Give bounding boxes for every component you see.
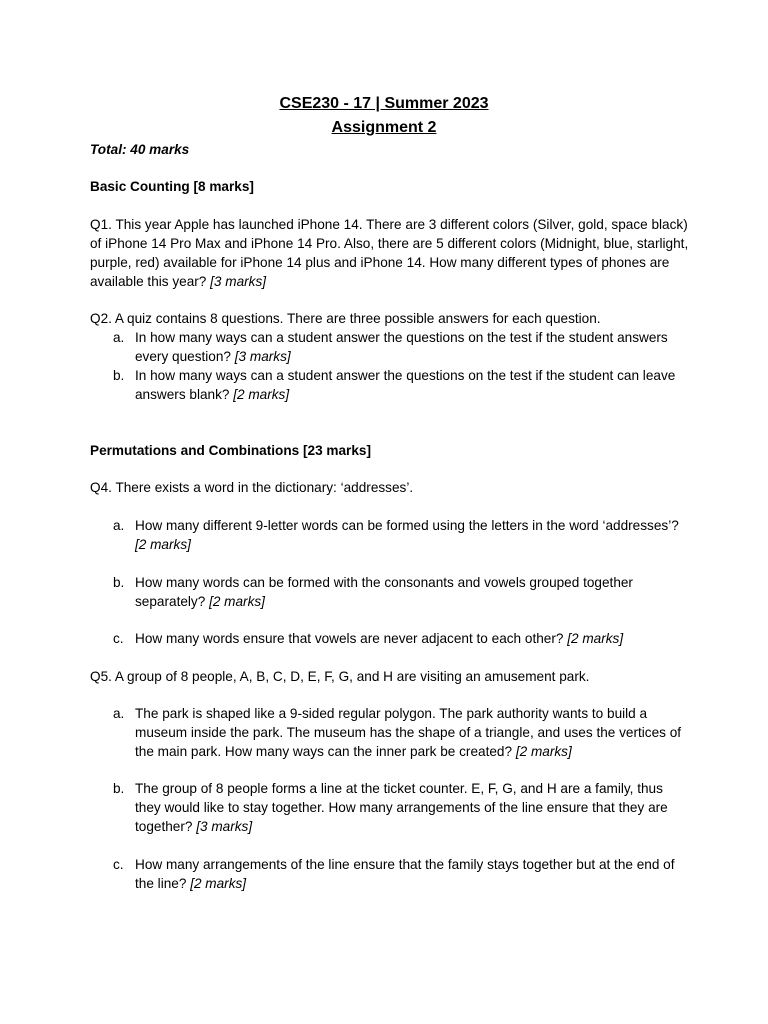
total-marks: Total: 40 marks <box>90 142 190 157</box>
part-marks: [2 marks] <box>135 537 191 552</box>
section-heading-permutations: Permutations and Combinations [23 marks] <box>90 443 371 458</box>
question-q5-text: Q5. A group of 8 people, A, B, C, D, E, F, G, and H are visiting an amusement park. <box>90 669 590 684</box>
question-q1-marks: [3 marks] <box>210 274 267 289</box>
part-marks: [2 marks] <box>233 387 290 402</box>
course-title: CSE230 - 17 | Summer 2023 <box>279 95 489 112</box>
part-label: a. <box>113 330 125 345</box>
assignment-title: Assignment 2 <box>331 119 437 136</box>
part-label: c. <box>113 631 124 646</box>
part-text: How many arrangements of the line ensure that the family stays together but at the end of the line? <box>135 857 675 891</box>
part-text: In how many ways can a student answer the questions on the test if the student answers every question? <box>135 330 668 364</box>
part-text: The group of 8 people forms a line at the ticket counter. E, F, G, and H are a family, thus they would like to stay together. How many arrangements of the line ensure that they are together? <box>135 781 668 834</box>
question-q2-text: Q2. A quiz contains 8 questions. There are three possible answers for each question. <box>90 311 601 326</box>
part-marks: [3 marks] <box>196 819 253 834</box>
question-q4 <box>90 478 690 497</box>
part-marks: [3 marks] <box>234 349 291 364</box>
part-label: c. <box>113 857 124 872</box>
part-text: How many words can be formed with the consonants and vowels grouped together separately? <box>135 575 633 609</box>
part-marks: [2 marks] <box>567 631 624 646</box>
question-q2 <box>90 309 690 328</box>
part-label: b. <box>113 575 125 590</box>
part-marks: [2 marks] <box>515 744 572 759</box>
part-label: a. <box>113 706 125 721</box>
part-text: In how many ways can a student answer the questions on the test if the student can leave answers blank? <box>135 368 676 402</box>
question-q1-text: Q1. This year Apple has launched iPhone 14. There are 3 different colors (Silver, gold, space black) of iPhone 14 Pro Max and iPhone 14 Pro. Also, there are 5 different colors (Midnight, blue, starlight, purple, red) available for iPhone 14 plus and iPhone 14. How many different types of phones are available this year? <box>90 217 689 289</box>
part-text: How many different 9-letter words can be formed using the letters in the word ‘addresses’? <box>135 518 679 533</box>
part-marks: [2 marks] <box>190 876 247 891</box>
part-label: b. <box>113 781 125 796</box>
question-q4-text: Q4. There exists a word in the dictionary: ‘addresses’. <box>90 480 414 495</box>
question-q1 <box>90 215 690 291</box>
part-text: The park is shaped like a 9-sided regular polygon. The park authority wants to build a museum inside the park. The museum has the shape of a triangle, and uses the vertices of the main park. How many ways can the inner park be created? <box>135 706 682 759</box>
section-heading-basic-counting: Basic Counting [8 marks] <box>90 179 254 194</box>
part-text: How many words ensure that vowels are never adjacent to each other? <box>135 631 564 646</box>
part-label: b. <box>113 368 125 383</box>
part-marks: [2 marks] <box>209 594 265 609</box>
part-label: a. <box>113 518 125 533</box>
question-q5 <box>90 667 690 686</box>
